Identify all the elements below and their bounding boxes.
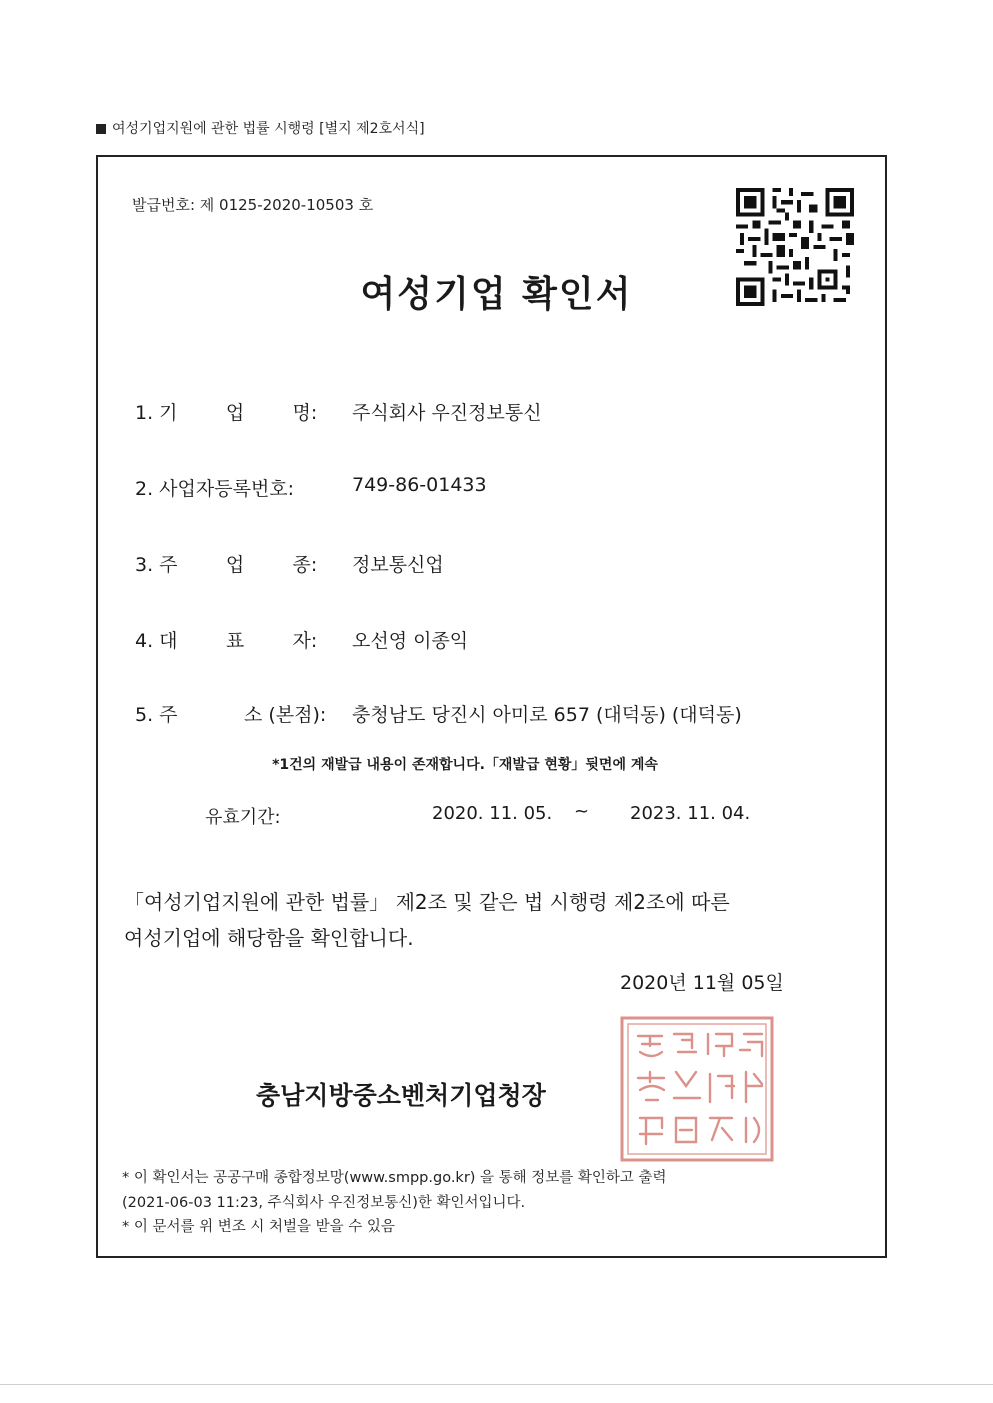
field-label-representative: 4. 대 표 자: xyxy=(135,630,318,652)
field-value-representative: 오선영 이종익 xyxy=(352,630,469,652)
official-seal-icon xyxy=(616,1014,778,1164)
form-reference-text: 여성기업지원에 관한 법률 시행령 [별지 제2호서식] xyxy=(112,121,425,137)
statement-line-1: 「여성기업지원에 관한 법률」 제2조 및 같은 법 시행령 제2조에 따른 xyxy=(124,890,730,914)
field-label-business-number: 2. 사업자등록번호: xyxy=(135,478,295,500)
field-label-address: 5. 주 소 (본점): xyxy=(135,704,327,726)
field-label-company: 1. 기 업 명: xyxy=(135,402,318,424)
field-value-company: 주식회사 우진정보통신 xyxy=(352,402,542,424)
issue-number: 발급번호: 제 0125-2020-10503 호 xyxy=(132,196,374,214)
square-bullet-icon xyxy=(96,124,106,134)
form-reference xyxy=(96,118,425,138)
validity-end: 2023. 11. 04. xyxy=(630,803,751,824)
validity-start: 2020. 11. 05. xyxy=(432,803,553,824)
validity-label: 유효기간: xyxy=(205,807,281,828)
reissue-notice: *1건의 재발급 내용이 존재합니다.「재발급 현황」뒷면에 계속 xyxy=(272,757,658,773)
certificate-title: 여성기업 확인서 xyxy=(360,274,633,315)
scan-edge-divider xyxy=(0,1384,993,1385)
statement-line-2: 여성기업에 해당함을 확인합니다. xyxy=(124,926,414,950)
footnote-2: (2021-06-03 11:23, 주식회사 우진정보통신)한 확인서입니다. xyxy=(122,1195,526,1211)
field-label-industry: 3. 주 업 종: xyxy=(135,554,318,576)
issuer-name: 충남지방중소벤처기업청장 xyxy=(256,1081,546,1110)
field-value-address: 충청남도 당진시 아미로 657 (대덕동) (대덕동) xyxy=(352,704,742,726)
footnote-1: * 이 확인서는 공공구매 종합정보망(www.smpp.go.kr) 을 통해 정보를 확인하고 출력 xyxy=(122,1170,667,1186)
confirmation-statement xyxy=(124,884,824,956)
validity-separator: ~ xyxy=(574,801,590,822)
field-value-industry: 정보통신업 xyxy=(352,554,444,576)
field-value-business-number: 749-86-01433 xyxy=(352,474,487,496)
footnote-3: * 이 문서를 위 변조 시 처벌을 받을 수 있음 xyxy=(122,1219,395,1235)
issue-date: 2020년 11월 05일 xyxy=(620,972,784,994)
